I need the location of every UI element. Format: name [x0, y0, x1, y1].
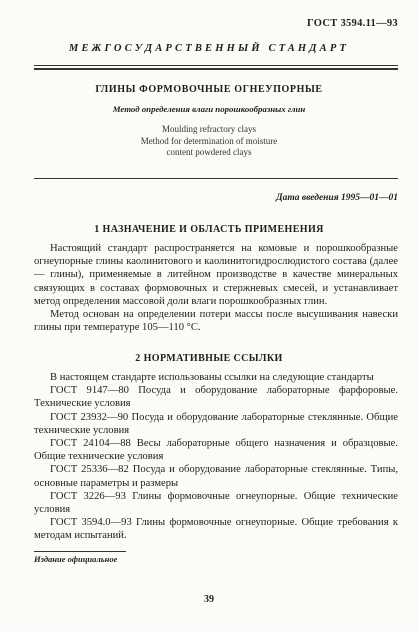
paragraph: Метод основан на определении потери массы после высушивания навески глины при температуре 105—110 °С.	[34, 309, 398, 334]
section-2-body	[34, 371, 398, 543]
reference-item: ГОСТ 3226—93 Глины формовочные огнеупорные. Общие технические условия	[34, 490, 398, 516]
official-edition-label: Издание официальное	[34, 554, 118, 564]
page-number: 39	[204, 594, 214, 605]
reference-item: ГОСТ 25336—82 Посуда и оборудование лабораторные стеклянные. Типы, основные параметры и размеры	[34, 464, 398, 489]
section-1-body	[34, 242, 398, 334]
english-title-line: Moulding refractory clays	[162, 124, 256, 134]
title-divider	[34, 178, 398, 179]
document-subtitle: Метод определения влаги порошкообразных глин	[112, 104, 306, 114]
reference-item: ГОСТ 3594.0—93 Глины формовочные огнеупорные. Общие требования к методам испытаний.	[34, 517, 398, 542]
english-title-line: content powdered clays	[166, 147, 252, 157]
document-title: ГЛИНЫ ФОРМОВОЧНЫЕ ОГНЕУПОРНЫЕ	[95, 84, 323, 95]
reference-item: ГОСТ 24104—88 Весы лабораторные общего назначения и образцовые. Общие технические условия	[34, 438, 398, 463]
paragraph: В настоящем стандарте использованы ссылки на следующие стандарты	[50, 372, 374, 383]
english-title-line: Method for determination of moisture	[140, 135, 278, 146]
reference-item: ГОСТ 9147—80 Посуда и оборудование лабораторные фарфоровые. Технические условия	[34, 385, 398, 410]
english-title	[0, 124, 418, 159]
standard-number: ГОСТ 3594.11—93	[307, 18, 398, 29]
reference-item: ГОСТ 23932—90 Посуда и оборудование лабораторные стеклянные. Общие технические условия	[34, 411, 398, 436]
section-2-heading: 2 НОРМАТИВНЫЕ ССЫЛКИ	[135, 353, 283, 364]
section-1-heading: 1 НАЗНАЧЕНИЕ И ОБЛАСТЬ ПРИМЕНЕНИЯ	[94, 224, 324, 235]
header-rule	[34, 65, 398, 66]
footer-rule	[34, 551, 126, 552]
introduction-date: Дата введения 1995—01—01	[276, 193, 398, 203]
interstate-standard-title: МЕЖГОСУДАРСТВЕННЫЙ СТАНДАРТ	[68, 43, 350, 54]
header-rule-thick	[34, 68, 398, 70]
paragraph: Настоящий стандарт распространяется на комовые и порошкообразные огнеупорные глины каолинитового и каолинитогидрослюдистого состава (далее — глины), применяемые в литейном производстве в качестве минеральных связующих в составах формовочных и стержневых смесей, и устанавливает метод определения массовой доли влаги порошкообразных глин.	[34, 243, 398, 307]
